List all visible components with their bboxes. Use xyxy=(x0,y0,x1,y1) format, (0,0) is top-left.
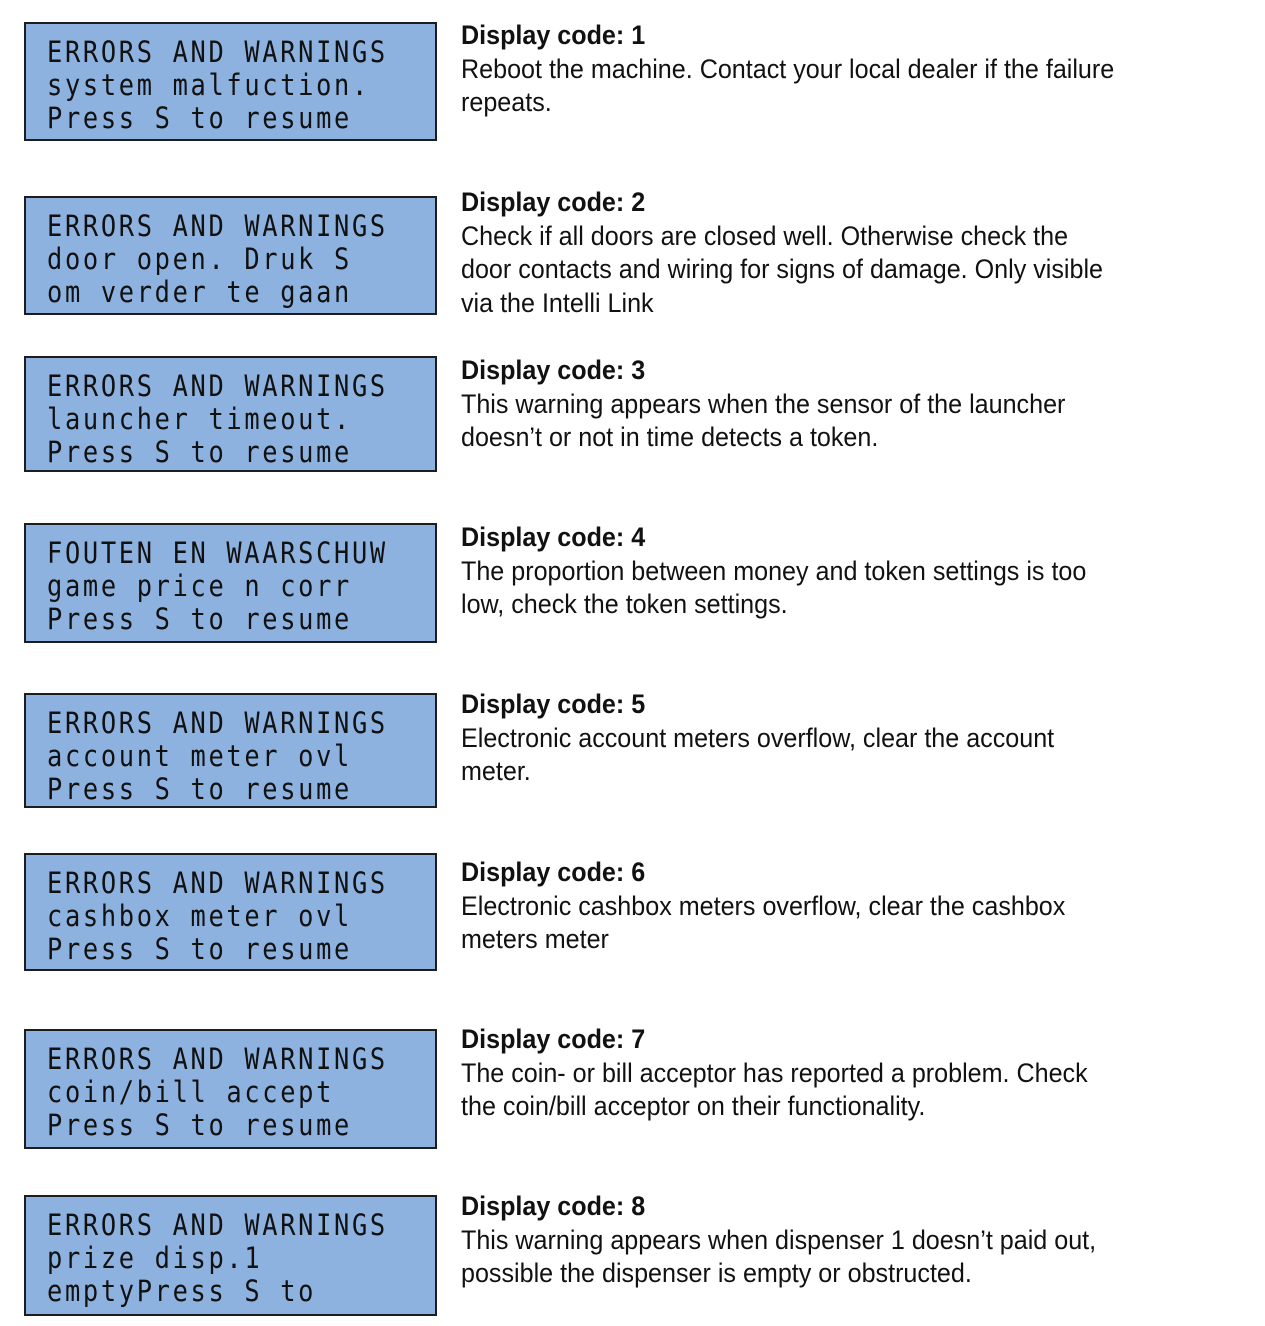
description-line: Reboot the machine. Contact your local dealer if the failure xyxy=(461,53,1115,84)
description-line: The coin- or bill acceptor has reported a problem. Check xyxy=(461,1057,1088,1088)
description-line: This warning appears when the sensor of the launcher xyxy=(461,388,1066,419)
description-6 xyxy=(461,856,1251,957)
description-3 xyxy=(461,354,1251,455)
description-2 xyxy=(461,186,1251,320)
description-line: meters meter xyxy=(461,924,609,954)
description-line: via the Intelli Link xyxy=(461,287,654,318)
display-code-title: Display code: 4 xyxy=(461,522,646,552)
lcd-line-2: game price n corr xyxy=(47,569,352,603)
description-line: repeats. xyxy=(461,87,552,117)
description-line: door contacts and wiring for signs of damage. Only visible xyxy=(461,254,1104,284)
lcd-display-1 xyxy=(24,22,437,141)
description-line: meter. xyxy=(461,756,531,786)
lcd-display-6 xyxy=(24,853,437,971)
lcd-line-3: om verder te gaan xyxy=(47,275,352,309)
lcd-line-1: ERRORS AND WARNINGS xyxy=(47,866,388,900)
description-8 xyxy=(461,1190,1251,1291)
lcd-line-2: prize disp.1 xyxy=(47,1241,263,1275)
lcd-line-2: door open. Druk S xyxy=(47,242,352,276)
lcd-line-2: cashbox meter ovl xyxy=(47,899,352,933)
description-1 xyxy=(461,19,1251,120)
description-line: The proportion between money and token settings is too xyxy=(461,555,1087,586)
description-4 xyxy=(461,521,1251,622)
lcd-display-7 xyxy=(24,1029,437,1149)
description-line: Electronic account meters overflow, clear the account xyxy=(461,722,1055,753)
display-code-title: Display code: 6 xyxy=(461,857,646,887)
lcd-line-3: emptyPress S to xyxy=(47,1274,317,1308)
lcd-line-1: ERRORS AND WARNINGS xyxy=(47,209,388,243)
lcd-line-1: ERRORS AND WARNINGS xyxy=(47,1042,388,1076)
description-line: doesn’t or not in time detects a token. xyxy=(461,422,879,452)
lcd-line-3: Press S to resume xyxy=(47,1108,352,1142)
lcd-line-1: FOUTEN EN WAARSCHUW xyxy=(47,536,388,570)
display-code-title: Display code: 5 xyxy=(461,689,646,719)
lcd-line-1: ERRORS AND WARNINGS xyxy=(47,706,388,740)
description-line: Check if all doors are closed well. Otherwise check the xyxy=(461,220,1069,251)
lcd-line-3: Press S to resume xyxy=(47,602,352,636)
lcd-display-3 xyxy=(24,356,437,472)
display-code-title: Display code: 8 xyxy=(461,1191,646,1221)
lcd-line-3: Press S to resume xyxy=(47,932,352,966)
description-line: possible the dispenser is empty or obstructed. xyxy=(461,1258,972,1288)
description-7 xyxy=(461,1023,1251,1124)
lcd-line-3: Press S to resume xyxy=(47,772,352,806)
lcd-line-1: ERRORS AND WARNINGS xyxy=(47,369,388,403)
lcd-display-5 xyxy=(24,693,437,808)
display-code-title: Display code: 1 xyxy=(461,20,646,50)
lcd-display-8 xyxy=(24,1195,437,1316)
display-code-title: Display code: 7 xyxy=(461,1024,646,1054)
lcd-line-2: coin/bill accept xyxy=(47,1075,335,1109)
lcd-line-3: Press S to resume xyxy=(47,435,352,469)
lcd-line-2: system malfuction. xyxy=(47,68,370,102)
description-line: the coin/bill acceptor on their functionality. xyxy=(461,1091,926,1121)
lcd-line-2: account meter ovl xyxy=(47,739,352,773)
description-line: Electronic cashbox meters overflow, clear the cashbox xyxy=(461,890,1066,921)
description-5 xyxy=(461,688,1251,789)
lcd-display-4 xyxy=(24,523,437,643)
display-code-title: Display code: 3 xyxy=(461,355,646,385)
display-code-title: Display code: 2 xyxy=(461,187,646,217)
lcd-display-2 xyxy=(24,196,437,315)
description-line: low, check the token settings. xyxy=(461,589,788,619)
lcd-line-2: launcher timeout. xyxy=(47,402,352,436)
lcd-line-1: ERRORS AND WARNINGS xyxy=(47,35,388,69)
description-line: This warning appears when dispenser 1 doesn’t paid out, xyxy=(461,1224,1097,1255)
lcd-line-3: Press S to resume xyxy=(47,101,352,135)
lcd-line-1: ERRORS AND WARNINGS xyxy=(47,1208,388,1242)
